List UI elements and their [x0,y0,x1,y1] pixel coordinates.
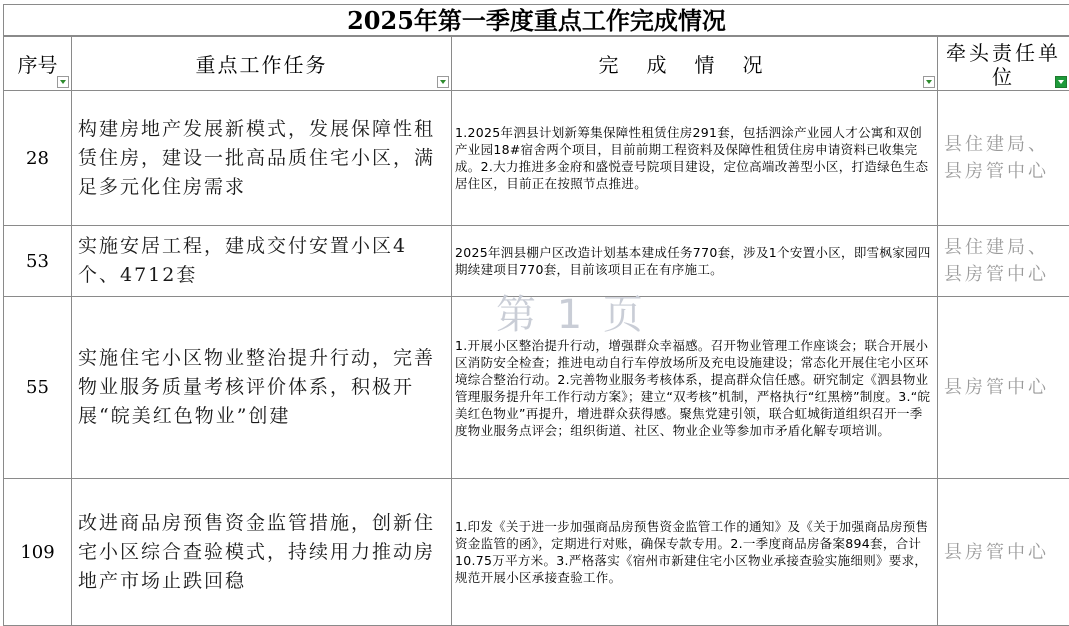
page-watermark: 第 1 页 [496,283,647,340]
row-task: 实施安居工程，建成交付安置小区4个、4712套 [72,226,452,297]
row-detail: 1.开展小区整治提升行动，增强群众幸福感。召开物业管理工作座谈会；联合开展小区消防安全检查；推进电动自行车停放场所及充电设施建设；常态化开展住宅小区环境综合整治行动。2.完善物业服务考核体系，提高群众信任感。研究制定《泗县物业管理服务提升年工作行动方案》；建立“双考核”机制，严格执行“红黑榜”制度。3.“皖美红色物业”再提升，增进群众获得感。聚焦党建引领，联合虹城街道组织召开一季度物业服务点评会；组织街道、社区、物业企业等参加市矛盾化解专项培训。 [452,297,938,479]
row-seq: 109 [4,479,72,626]
filter-dropdown-icon[interactable] [923,76,935,88]
header-unit [938,37,1069,91]
header-detail-label: 完成情况 [599,53,791,77]
header-seq-label: 序号 [18,53,58,77]
table-row [4,297,1069,479]
row-unit: 县住建局、县房管中心 [938,91,1069,226]
header-task [72,37,452,91]
row-detail: 2025年泗县棚户区改造计划基本建成任务770套，涉及1个安置小区，即雪枫家园四期续建项目770套，目前该项目正在有序施工。 [452,226,938,297]
sheet-title: 2025年第一季度重点工作完成情况 [3,4,1069,36]
filter-dropdown-icon[interactable] [57,76,69,88]
row-seq: 55 [4,297,72,479]
filter-active-icon[interactable] [1055,76,1067,88]
header-unit-label: 牵头责任单位 [938,41,1069,89]
row-detail: 1.2025年泗县计划新筹集保障性租赁住房291套，包括泗涂产业园人才公寓和双创产业园18#宿舍两个项目，目前前期工程资料及保障性租赁住房申请资料已收集完成。2.大力推进多金府和盛悦壹号院项目建设，定位高端改善型小区，打造绿色生态居住区，目前正在按照节点推进。 [452,91,938,226]
table-row [4,479,1069,626]
row-task: 改进商品房预售资金监管措施，创新住宅小区综合查验模式，持续用力推动房地产市场止跌回稳 [72,479,452,626]
header-task-label: 重点工作任务 [196,53,328,77]
filter-dropdown-icon[interactable] [437,76,449,88]
table-row [4,91,1069,226]
row-unit: 县房管中心 [938,297,1069,479]
row-task: 构建房地产发展新模式，发展保障性租赁住房，建设一批高品质住宅小区，满足多元化住房需求 [72,91,452,226]
row-seq: 28 [4,91,72,226]
header-detail [452,37,938,91]
work-table [3,36,1069,626]
table-row [4,226,1069,297]
row-unit: 县住建局、县房管中心 [938,226,1069,297]
header-row [4,37,1069,91]
row-detail: 1.印发《关于进一步加强商品房预售资金监管工作的通知》及《关于加强商品房预售资金监管的函》，定期进行对账，确保专款专用。2.一季度商品房备案894套，合计10.75万平方米。3.严格落实《宿州市新建住宅小区物业承接查验实施细则》要求，规范开展小区承接查验工作。 [452,479,938,626]
row-unit: 县房管中心 [938,479,1069,626]
header-seq [4,37,72,91]
row-seq: 53 [4,226,72,297]
row-task: 实施住宅小区物业整治提升行动，完善物业服务质量考核评价体系，积极开展“皖美红色物业”创建 [72,297,452,479]
